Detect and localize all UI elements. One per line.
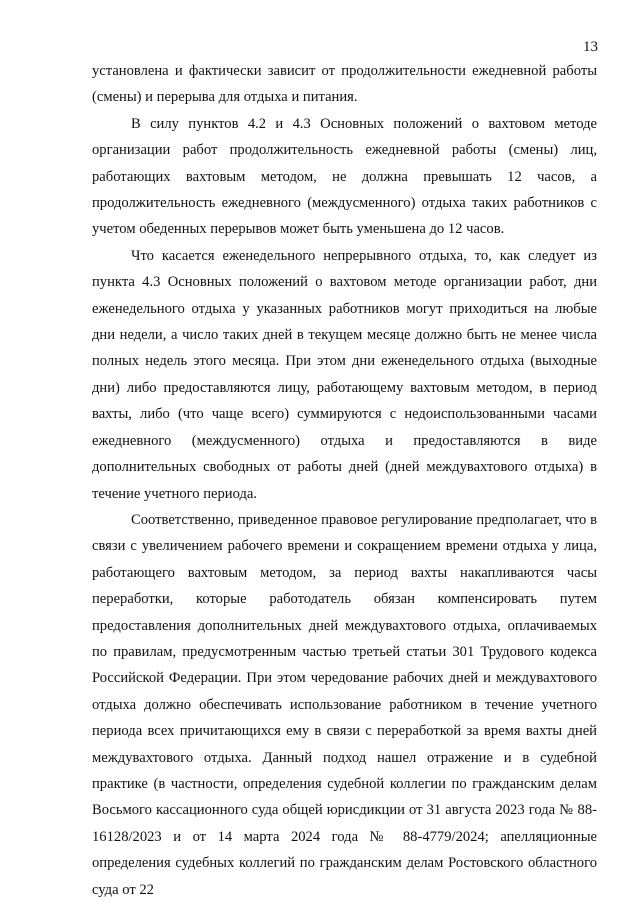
paragraph-continuation: установлена и фактически зависит от продолжительности ежедневной работы (смены) и перерыва для отдыха и питания. [92,63,597,106]
page-number: 13 [583,39,598,55]
paragraph-weekly-rest: Что касается еженедельного непрерывного отдыха, то, как следует из пункта 4.3 Основных положений о вахтовом методе организации работ, дни еженедельного отдыха у указанных работников могут приходиться на любые дни недели, а число таких дней в текущем месяце должно быть не менее числа полных недель этого месяца. При этом дни еженедельного отдыха (выходные дни) либо предоставляются лицу, работающему вахтовым методом, в период вахты, либо (что чаще всего) суммируются с недоиспользованными часами ежедневного (междусменного) отдыха и предоставляются в виде дополнительных свободных от работы дней (дней междувахтового отдыха) в течение учетного периода. [92,247,597,502]
paragraph-overtime-compensation: Соответственно, приведенное правовое регулирование предполагает, что в связи с увеличением рабочего времени и сокращением времени отдыха у лица, работающего вахтовым методом, за период вахты накапливаются часы переработки, которые работодатель обязан компенсировать путем предоставления дополнительных дней междувахтового отдыха, оплачиваемых по правилам, предусмотренным частью третьей статьи 301 Трудового кодекса Российской Федерации. При этом чередование рабочих дней и междувахтового отдыха должно обеспечивать использование работником в течение учетного периода всех причитающихся ему в связи с переработкой за время вахты дней междувахтового отдыха. Данный подход нашел отражение и в судебной практике (в частности, определения судебной коллегии по гражданским делам Восьмого кассационного суда общей юрисдикции от 31 августа 2023 года № 88-16128/2023 и от 14 марта 2024 года № 88-4779/2024; апелляционные определения судебных коллегий по гражданским делам Ростовского областного суда от 22 [92,511,597,898]
document-body [92,58,597,903]
paragraph-work-hours: В силу пунктов 4.2 и 4.3 Основных положений о вахтовом методе организации работ продолжительность ежедневной работы (смены) лиц, работающих вахтовым методом, не должна превышать 12 часов, а продолжительность ежедневного (междусменного) отдыха таких работников с учетом обеденных перерывов может быть уменьшена до 12 часов. [92,115,597,238]
